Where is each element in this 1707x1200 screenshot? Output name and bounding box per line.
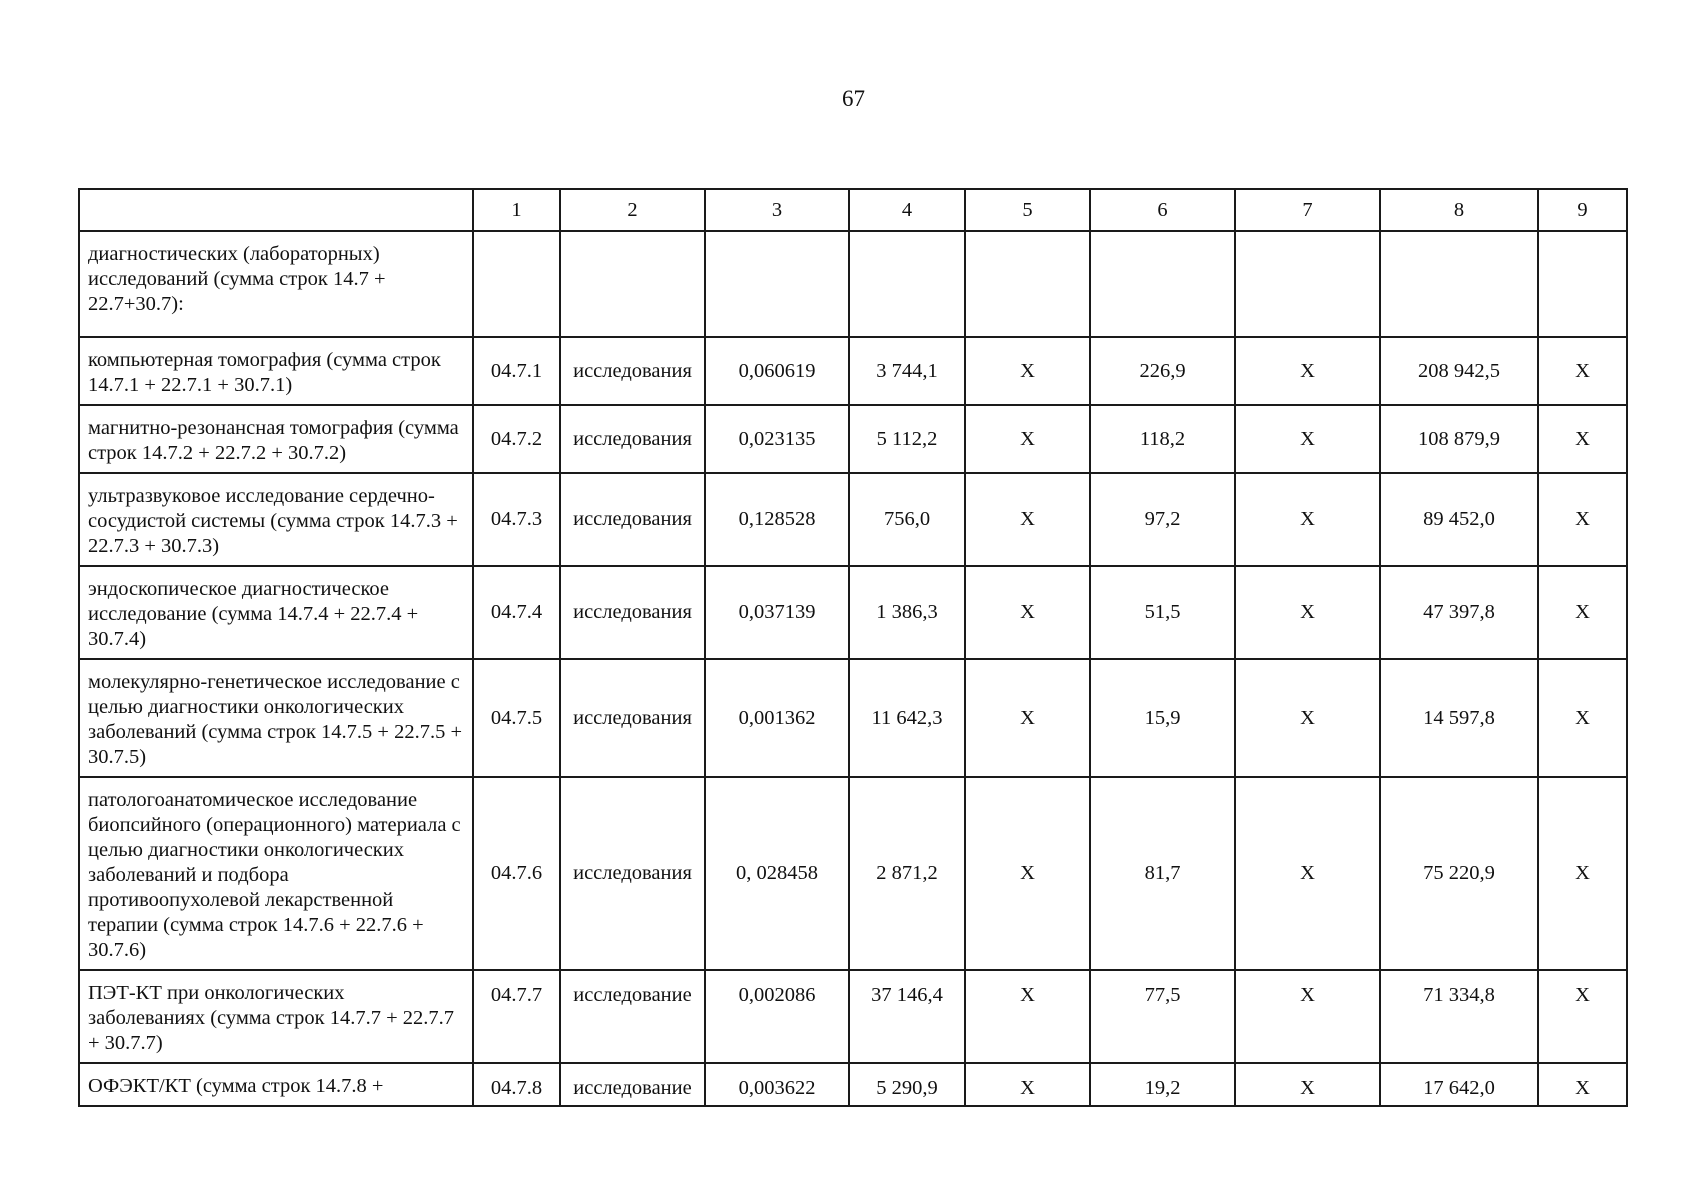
row-value-cell-col-1: 04.7.2 [473,405,560,473]
row-value-cell-col-8: 17 642,0 [1380,1063,1538,1106]
row-value-cell-col-9: X [1538,405,1627,473]
row-value-cell-col-7: X [1235,659,1380,777]
row-value-cell-col-9: X [1538,473,1627,566]
row-name-cell: ПЭТ-КТ при онкологических заболеваниях (сумма строк 14.7.7 + 22.7.7 + 30.7.7) [79,970,473,1063]
row-value-cell-col-7 [1235,231,1380,337]
row-name-cell: ультразвуковое исследование сердечно-сосудистой системы (сумма строк 14.7.3 + 22.7.3 + 30.7.3) [79,473,473,566]
row-value-cell-col-2: исследования [560,659,705,777]
row-value-cell-col-1 [473,231,560,337]
row-value-cell-col-6: 226,9 [1090,337,1235,405]
row-value-cell-col-2: исследования [560,777,705,970]
row-value-cell-col-6: 51,5 [1090,566,1235,659]
row-value-cell-col-4: 5 290,9 [849,1063,965,1106]
header-cell-name [79,189,473,231]
row-value-cell-col-4: 756,0 [849,473,965,566]
table-row [79,566,1627,659]
row-name-cell: патологоанатомическое исследование биопсийного (операционного) материала с целью диагностики онкологических заболеваний и подбора противоопухолевой лекарственной терапии (сумма строк 14.7.6 + 22.7.6 + 30.7.6) [79,777,473,970]
row-value-cell-col-7: X [1235,566,1380,659]
row-value-cell-col-5: X [965,777,1090,970]
row-value-cell-col-8: 75 220,9 [1380,777,1538,970]
row-name-cell: эндоскопическое диагностическое исследование (сумма 14.7.4 + 22.7.4 + 30.7.4) [79,566,473,659]
row-value-cell-col-5: X [965,337,1090,405]
table-row [79,231,1627,337]
row-value-cell-col-1: 04.7.7 [473,970,560,1063]
row-value-cell-col-5: X [965,566,1090,659]
row-value-cell-col-9: X [1538,337,1627,405]
row-value-cell-col-3: 0, 028458 [705,777,849,970]
row-value-cell-col-6 [1090,231,1235,337]
row-value-cell-col-3: 0,023135 [705,405,849,473]
row-value-cell-col-4 [849,231,965,337]
row-value-cell-col-5: X [965,405,1090,473]
row-value-cell-col-2: исследование [560,970,705,1063]
header-cell-col-8: 8 [1380,189,1538,231]
table-row [79,405,1627,473]
row-value-cell-col-1: 04.7.6 [473,777,560,970]
table-row [79,659,1627,777]
row-name-cell: магнитно-резонансная томография (сумма строк 14.7.2 + 22.7.2 + 30.7.2) [79,405,473,473]
row-value-cell-col-3: 0,003622 [705,1063,849,1106]
row-value-cell-col-8: 71 334,8 [1380,970,1538,1063]
row-value-cell-col-9 [1538,231,1627,337]
row-value-cell-col-4: 1 386,3 [849,566,965,659]
row-value-cell-col-7: X [1235,777,1380,970]
data-table [78,188,1628,1107]
table-row [79,473,1627,566]
row-value-cell-col-1: 04.7.8 [473,1063,560,1106]
row-value-cell-col-8: 208 942,5 [1380,337,1538,405]
header-cell-col-6: 6 [1090,189,1235,231]
table-row [79,337,1627,405]
header-cell-col-3: 3 [705,189,849,231]
row-value-cell-col-5 [965,231,1090,337]
row-value-cell-col-1: 04.7.1 [473,337,560,405]
row-value-cell-col-4: 37 146,4 [849,970,965,1063]
table-row [79,970,1627,1063]
row-value-cell-col-3: 0,060619 [705,337,849,405]
row-value-cell-col-8: 47 397,8 [1380,566,1538,659]
table-body [79,231,1627,1106]
row-value-cell-col-4: 5 112,2 [849,405,965,473]
row-value-cell-col-2: исследования [560,337,705,405]
row-value-cell-col-7: X [1235,473,1380,566]
row-value-cell-col-9: X [1538,777,1627,970]
header-cell-col-1: 1 [473,189,560,231]
row-value-cell-col-9: X [1538,970,1627,1063]
row-value-cell-col-7: X [1235,337,1380,405]
row-value-cell-col-9: X [1538,566,1627,659]
row-value-cell-col-5: X [965,970,1090,1063]
table-row [79,1063,1627,1106]
row-value-cell-col-6: 81,7 [1090,777,1235,970]
row-value-cell-col-3: 0,037139 [705,566,849,659]
row-value-cell-col-9: X [1538,659,1627,777]
row-value-cell-col-8: 108 879,9 [1380,405,1538,473]
header-cell-col-5: 5 [965,189,1090,231]
row-value-cell-col-6: 15,9 [1090,659,1235,777]
row-value-cell-col-5: X [965,1063,1090,1106]
row-value-cell-col-7: X [1235,405,1380,473]
row-value-cell-col-3: 0,002086 [705,970,849,1063]
row-name-cell: диагностических (лабораторных) исследований (сумма строк 14.7 + 22.7+30.7): [79,231,473,337]
row-value-cell-col-3 [705,231,849,337]
row-value-cell-col-9: X [1538,1063,1627,1106]
row-value-cell-col-4: 2 871,2 [849,777,965,970]
row-value-cell-col-8: 89 452,0 [1380,473,1538,566]
row-value-cell-col-2: исследования [560,566,705,659]
row-value-cell-col-2: исследования [560,473,705,566]
row-value-cell-col-6: 19,2 [1090,1063,1235,1106]
row-name-cell: компьютерная томография (сумма строк 14.7.1 + 22.7.1 + 30.7.1) [79,337,473,405]
row-value-cell-col-1: 04.7.5 [473,659,560,777]
row-value-cell-col-4: 11 642,3 [849,659,965,777]
table-row [79,777,1627,970]
row-value-cell-col-2: исследования [560,405,705,473]
row-value-cell-col-2 [560,231,705,337]
row-value-cell-col-3: 0,128528 [705,473,849,566]
row-name-cell: молекулярно-генетическое исследование с целью диагностики онкологических заболеваний (сумма строк 14.7.5 + 22.7.5 + 30.7.5) [79,659,473,777]
row-value-cell-col-6: 97,2 [1090,473,1235,566]
row-value-cell-col-2: исследование [560,1063,705,1106]
row-value-cell-col-5: X [965,473,1090,566]
row-value-cell-col-8 [1380,231,1538,337]
page-number: 67 [842,86,865,111]
row-value-cell-col-6: 77,5 [1090,970,1235,1063]
row-value-cell-col-1: 04.7.4 [473,566,560,659]
row-value-cell-col-4: 3 744,1 [849,337,965,405]
header-row [79,189,1627,231]
row-value-cell-col-7: X [1235,1063,1380,1106]
row-value-cell-col-3: 0,001362 [705,659,849,777]
row-name-cell: ОФЭКТ/КТ (сумма строк 14.7.8 + [79,1063,473,1106]
row-value-cell-col-8: 14 597,8 [1380,659,1538,777]
row-value-cell-col-7: X [1235,970,1380,1063]
header-cell-col-7: 7 [1235,189,1380,231]
header-cell-col-2: 2 [560,189,705,231]
row-value-cell-col-6: 118,2 [1090,405,1235,473]
header-cell-col-4: 4 [849,189,965,231]
row-value-cell-col-1: 04.7.3 [473,473,560,566]
row-value-cell-col-5: X [965,659,1090,777]
header-cell-col-9: 9 [1538,189,1627,231]
